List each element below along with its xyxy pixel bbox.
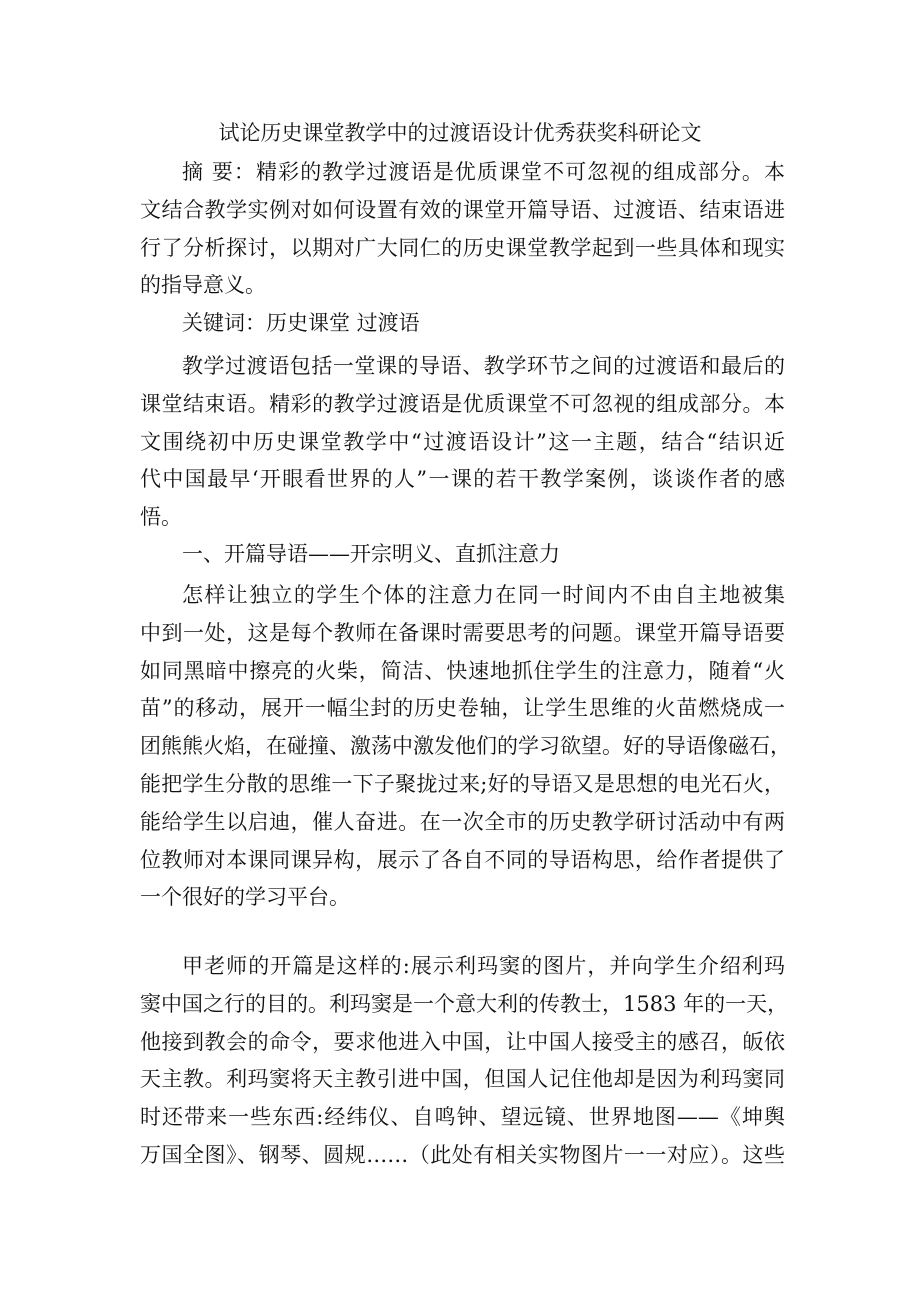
body-paragraph (140, 948, 789, 1175)
text-line: 苗”的移动，展开一幅尘封的历史卷轴，让学生思维的火苗燃烧成一 (140, 696, 785, 721)
text-line: 中到一处，这是每个教师在备课时需要思考的问题。课堂开篇导语要 (140, 620, 785, 645)
keywords-paragraph (140, 305, 785, 343)
text-line: 的指导意义。 (140, 273, 266, 298)
body-paragraph (140, 577, 791, 917)
text-line: 万国全图》、钢琴、圆规……（此处有相关实物图片一一对应）。这些 (140, 1142, 785, 1167)
text-line: 文结合教学实例对如何设置有效的课堂开篇导语、过渡语、结束语进 (140, 197, 785, 222)
text-line: 怎样让独立的学生个体的注意力在同一时间内不由自主地被集 (182, 583, 785, 607)
text-line: 天主教。利玛窦将天主教引进中国，但国人记住他却是因为利玛窦同 (140, 1067, 785, 1092)
text-line: 窦中国之行的目的。利玛窦是一个意大利的传教士，1583 年的一天， (140, 991, 789, 1016)
document-title: 试论历史课堂教学中的过渡语设计优秀获奖科研论文 (218, 121, 702, 145)
abstract-paragraph (140, 154, 785, 305)
text-line: 团熊熊火焰，在碰撞、激荡中激发他们的学习欲望。好的导语像磁石， (140, 734, 791, 759)
text-line: 位教师对本课同课异构，展示了各自不同的导语构思，给作者提供了 (140, 847, 785, 872)
text-line: 行了分析探讨，以期对广大同仁的历史课堂教学起到一些具体和现实 (140, 235, 785, 260)
section-heading (140, 536, 785, 574)
text-line: 代中国最早‘开眼看世界的人”一课的若干教学案例，谈谈作者的感 (140, 467, 785, 492)
text-line: 能给学生以启迪，催人奋进。在一次全市的历史教学研讨活动中有两 (140, 809, 785, 834)
text-line: 甲老师的开篇是这样的:展示利玛窦的图片，并向学生介绍利玛 (182, 954, 785, 978)
text-line: 关键词：历史课堂 过渡语 (182, 311, 420, 335)
text-line: 悟。 (140, 505, 182, 530)
text-line: 一个很好的学习平台。 (140, 885, 350, 910)
text-line: 课堂结束语。精彩的教学过渡语是优质课堂不可忽视的组成部分。本 (140, 391, 785, 416)
text-line: 教学过渡语包括一堂课的导语、教学环节之间的过渡语和最后的 (182, 354, 785, 378)
text-line: 一、开篇导语——开宗明义、直抓注意力 (182, 542, 560, 566)
intro-paragraph (140, 348, 785, 537)
text-line: 能把学生分散的思维一下子聚拢过来;好的导语又是思想的电光石火， (140, 771, 785, 796)
text-line: 如同黑暗中擦亮的火柴，简洁、快速地抓住学生的注意力，随着“火 (140, 658, 785, 683)
text-line: 时还带来一些东西:经纬仪、自鸣钟、望远镜、世界地图——《坤舆 (140, 1105, 785, 1130)
text-line: 他接到教会的命令，要求他进入中国，让中国人接受主的感召，皈依 (140, 1029, 785, 1054)
text-line: 摘 要：精彩的教学过渡语是优质课堂不可忽视的组成部分。本 (182, 160, 785, 184)
text-line: 文围绕初中历史课堂教学中“过渡语设计”这一主题，结合“结识近 (140, 429, 785, 454)
